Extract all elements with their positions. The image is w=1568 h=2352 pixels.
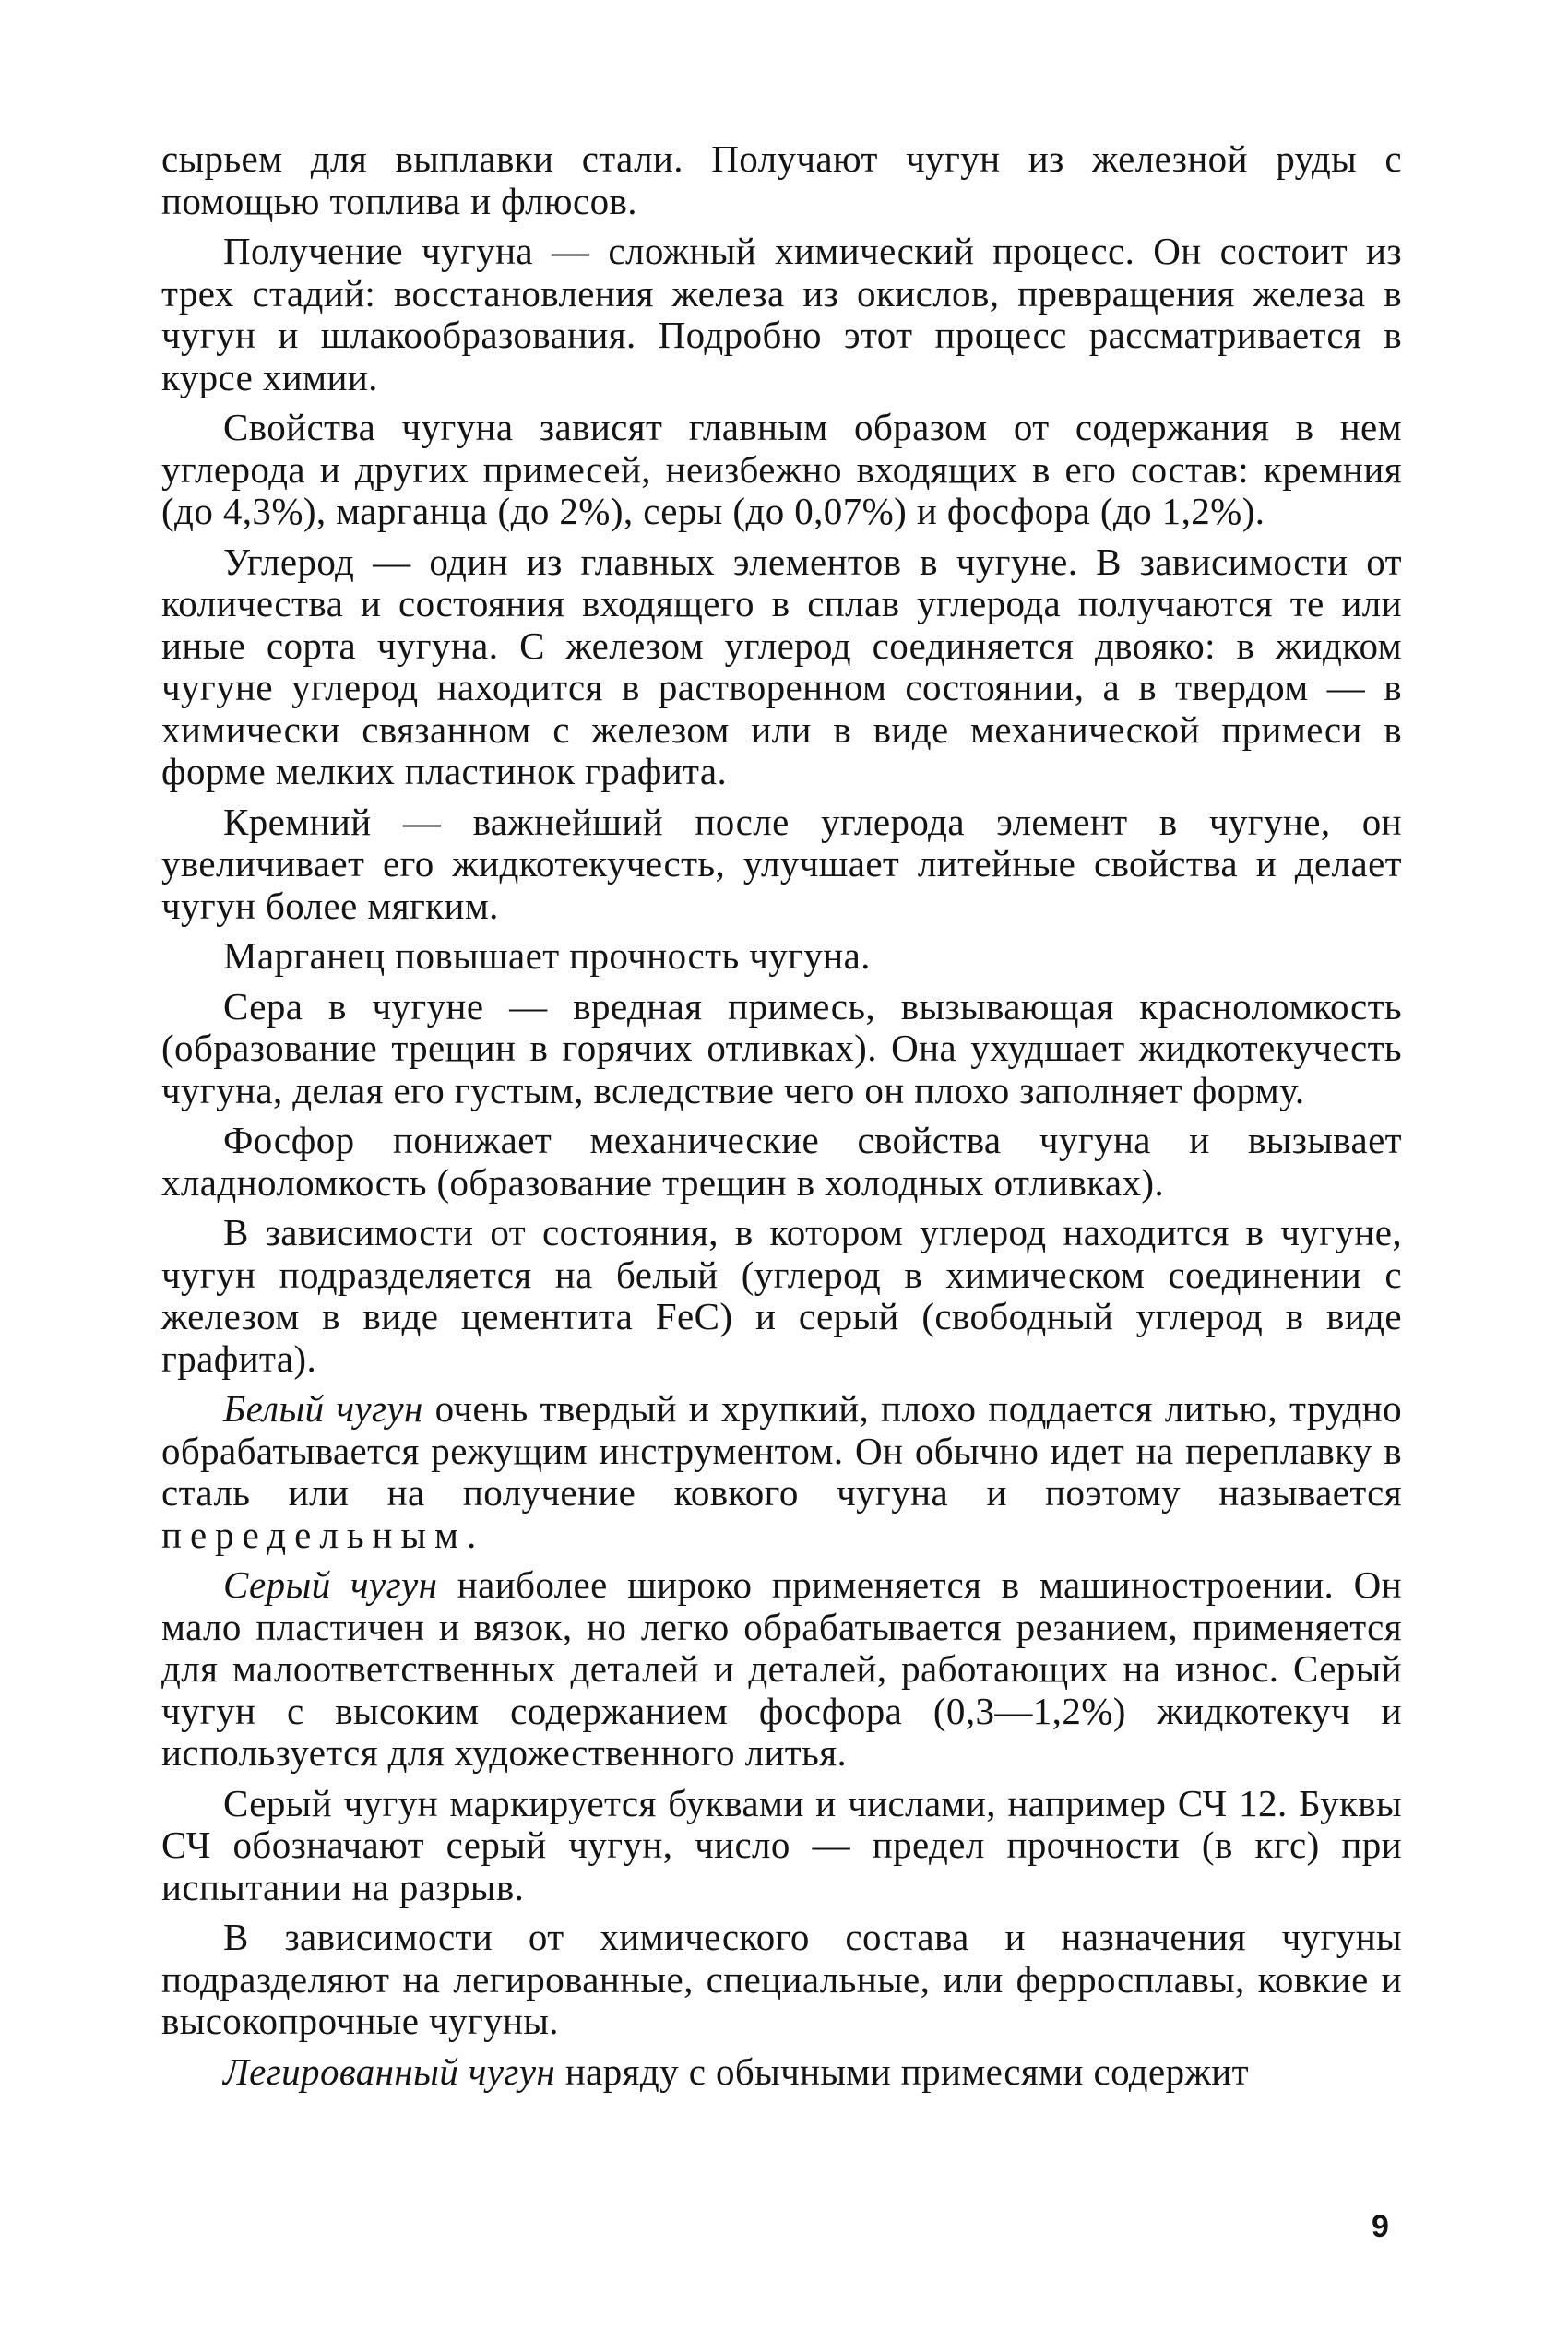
- paragraph-grey-marking: Серый чугун маркируется буквами и числами, например СЧ 12. Буквы СЧ обозначают серый чугун, число — предел прочности (в кгс) при испытании на разрыв.: [161, 1781, 1402, 1908]
- paragraph-end: .: [466, 1513, 477, 1556]
- paragraph-sulfur: Сера в чугуне — вредная примесь, вызывающая красноломкость (образование трещин в горячих отливках). Она ухудшает жидкотекучесть чугуна, делая его густым, вследствие чего он плохо заполняет форму.: [161, 984, 1402, 1111]
- paragraph-text: наряду с обычными примесями содержит: [555, 2049, 1249, 2093]
- paragraph-cast-iron-properties: Свойства чугуна зависят главным образом от содержания в нем углерода и других примесей, неизбежно входящих в его состав: кремния (до 4,3%), марганца (до 2%), серы (до 0,07%) и фосфора (до 1,2%).: [161, 406, 1402, 532]
- page-body: [161, 138, 1402, 2101]
- paragraph-phosphorus: Фосфор понижает механические свойства чугуна и вызывает хладноломкость (образование трещин в холодных отливках).: [161, 1119, 1402, 1204]
- paragraph-white-cast-iron: [161, 1388, 1402, 1556]
- paragraph-text: наиболее широко применяется в машиностроении. Он мало пластичен и вязок, но легко обрабатывается резанием, применяется для малоответственных деталей и деталей, работающих на износ. Серый чугун с высоким содержанием фосфора (0,3—1,2%) жидкотекуч и используется для художественного литья.: [161, 1563, 1402, 1774]
- paragraph-classification: В зависимости от химического состава и назначения чугуны подразделяют на легированные, специальные, или ферросплавы, ковкие и высокопрочные чугуны.: [161, 1916, 1402, 2042]
- paragraph-manganese: Марганец повышает прочность чугуна.: [223, 934, 871, 977]
- page-number: 9: [1372, 2209, 1389, 2244]
- spaced-term: передельным: [161, 1513, 467, 1556]
- term-white-cast-iron: Белый чугун: [223, 1387, 423, 1430]
- paragraph-alloyed-cast-iron: [161, 2051, 1402, 2094]
- paragraph-carbon-state: В зависимости от состояния, в котором углерод находится в чугуне, чугун подразделяется на белый (углерод в химическом соединении с железом в виде цементита FeC) и серый (свободный углерод в виде графита).: [161, 1211, 1402, 1380]
- paragraph-continuation: сырьем для выплавки стали. Получают чугун из железной руды с помощью топлива и флюсов.: [161, 137, 1402, 222]
- paragraph-carbon: Углерод — один из главных элементов в чугуне. В зависимости от количества и состояния входящего в сплав углерода получаются те или иные сорта чугуна. С железом углерод соединяется двояко: в жидком чугуне углерод находится в растворенном состоянии, а в твердом — в химически связанном с железом или в виде механической примеси в форме мелких пластинок графита.: [161, 540, 1402, 792]
- term-alloyed-cast-iron: Легированный чугун: [223, 2049, 556, 2093]
- paragraph-silicon: Кремний — важнейший после углерода элемент в чугуне, он увеличивает его жидкотекучесть, улучшает литейные свойства и делает чугун более мягким.: [161, 800, 1402, 927]
- paragraph-text: очень твердый и хрупкий, плохо поддается литью, трудно обрабатывается режущим инструментом. Он обычно идет на переплавку в сталь или на получение ковкого чугуна и поэтому называется: [161, 1387, 1402, 1514]
- term-grey-cast-iron: Серый чугун: [223, 1563, 438, 1606]
- paragraph-grey-cast-iron: [161, 1564, 1402, 1775]
- paragraph-cast-iron-production: Получение чугуна — сложный химический процесс. Он состоит из трех стадий: восстановления железа из окислов, превращения железа в чугун и шлакообразования. Подробно этот процесс рассматривается в курсе химии.: [161, 230, 1402, 398]
